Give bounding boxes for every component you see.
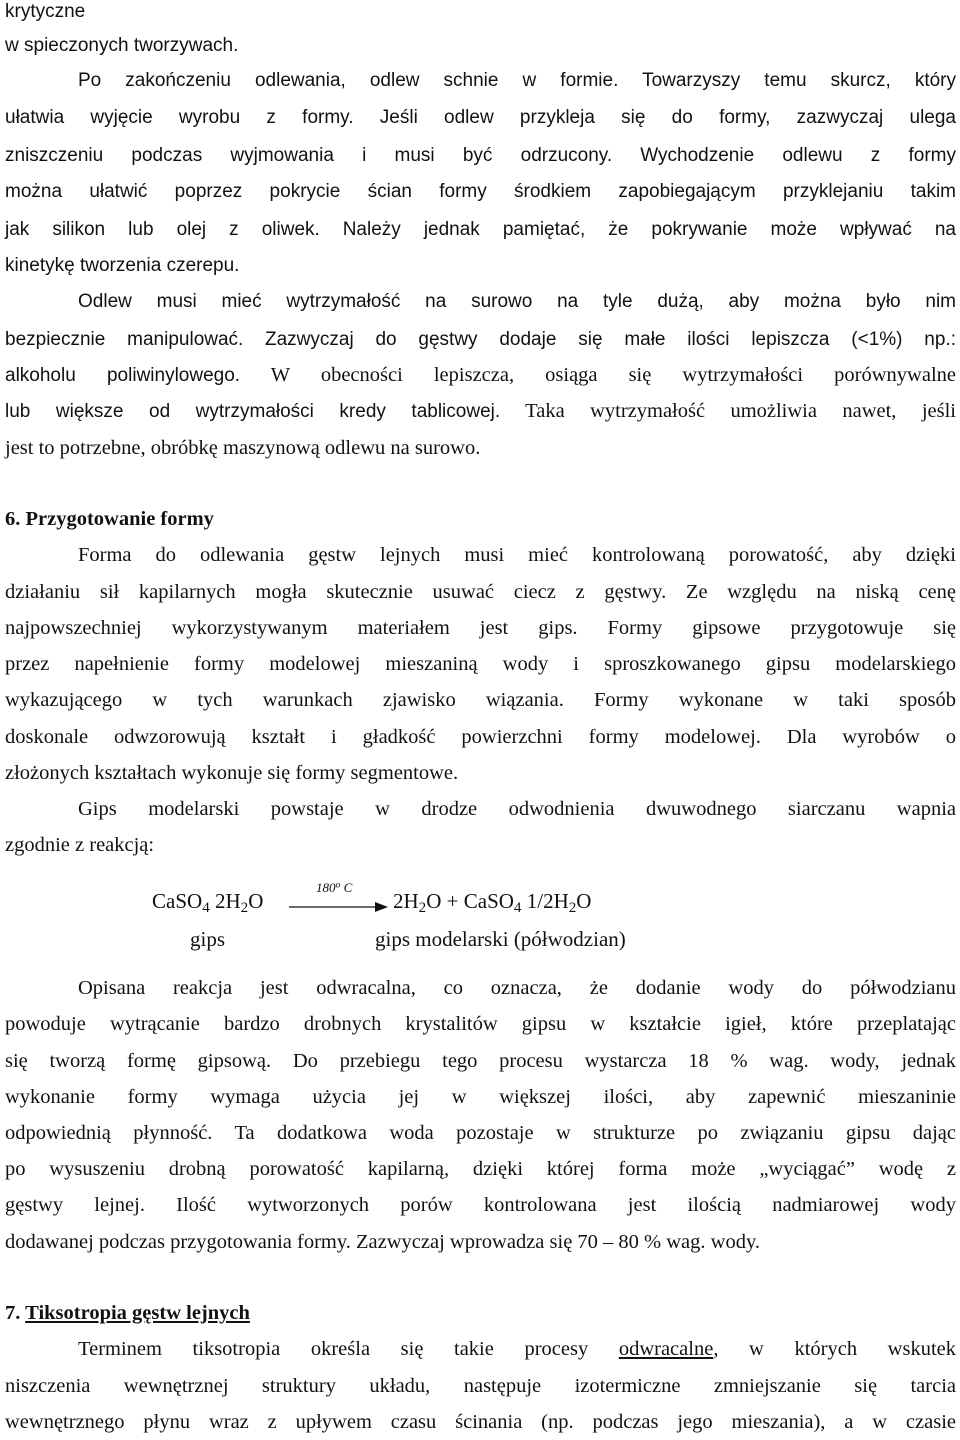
reaction-reactant: CaSO$_4$ $2H_2O$ [152,889,264,916]
text-line: gęstwy lejnej. Ilość wytworzonych porów kontrolowana jest ilością nadmiarowej wody [5,1194,956,1216]
text-line: się tworzą formę gipsową. Do przebiegu tego procesu wystarcza 18 % wag. wody, jednak [5,1050,956,1072]
text-line: dodawanej podczas przygotowania formy. Zazwyczaj wprowadza się 70 – 80 % wag. wody. [5,1231,761,1253]
text-line: kinetykę tworzenia czerepu. [5,255,240,276]
text-line: krytyczne [5,1,86,22]
text-line: zgodnie z reakcją: [5,834,155,856]
underlined-term: odwracalne [618,1338,714,1360]
text-line: ułatwia wyjęcie wyrobu z formy. Jeśli odlew przykleja się do formy, zazwyczaj ulega [5,107,956,128]
section-heading: 7. Tiksotropia gęstw lejnych [5,1302,250,1324]
text-line: po wysuszeniu drobną porowatość kapilarną, dzięki której forma może „wyciągać” wodę z [5,1158,956,1180]
text-line: wykazującego w tych warunkach zjawisko wiązania. Formy wykonane w taki sposób [5,689,956,711]
text-line: odpowiednią płynność. Ta dodatkowa woda pozostaje w strukturze po związaniu gipsu dając [5,1122,956,1144]
text-line: Gips modelarski powstaje w drodze odwodnienia dwuwodnego siarczanu wapnia [78,798,956,820]
reaction-product: $2H_2O$ + CaSO$_4$ $1/2H_2O$ [393,889,592,916]
text-line: zniszczeniu podczas wyjmowania i musi być odrzucony. Wychodzenie odlewu z formy [5,145,956,166]
text-line: wykonanie formy wymaga użycia jej w większej ilości, aby zapewnić mieszaninie [5,1086,956,1108]
reaction-condition: 180$^o$ C [316,879,353,895]
text-line: Forma do odlewania gęstw lejnych musi mieć kontrolowaną porowatość, aby dzięki [78,544,956,566]
text-line: działaniu sił kapilarnych mogła skutecznie usuwać ciecz z gęstwy. Ze względu na niską cenę [5,581,956,603]
text-line: doskonale odwzorowują kształt i gładkość powierzchni formy modelowej. Dla wyrobów o [5,726,956,748]
section-heading: 6. Przygotowanie formy [5,508,214,530]
text-line: bezpiecznie manipulować. Zazwyczaj do gęstwy dodaje się małe ilości lepiszcza (<1%) np.: [5,329,957,350]
text-line: w spieczonych tworzywach. [5,35,239,56]
text-line: powoduje wytrącanie bardzo drobnych krystalitów gipsu w kształcie igieł, które przeplatając [5,1013,956,1035]
reaction-arrow-icon [289,897,389,917]
text-line: jest to potrzebne, obróbkę maszynową odlewu na surowo. [5,437,481,459]
reaction-label-reactant: gips [190,927,226,951]
text-line: niszczenia wewnętrznej struktury układu, następuje izotermiczne zmniejszanie się tarcia [5,1375,956,1397]
reaction-label-product: gips modelarski (półwodzian) [375,927,626,951]
text-line: przez napełnienie formy modelowej mieszaniną wody i sproszkowanego gipsu modelarskiego [5,653,956,675]
text-line: złożonych kształtach wykonuje się formy segmentowe. [5,762,459,784]
text-line: lub większe od wytrzymałości kredy tablicowej. Taka wytrzymałość umożliwia nawet, jeśli [5,400,956,422]
text-line: Opisana reakcja jest odwracalna, co oznacza, że dodanie wody do półwodzianu [78,977,956,999]
text-line: Po zakończeniu odlewania, odlew schnie w formie. Towarzyszy temu skurcz, który [78,70,956,91]
text-line: alkoholu poliwinylowego. W obecności lepiszcza, osiąga się wytrzymałości porównywalne [5,364,956,386]
text-line: najpowszechniej wykorzystywanym materiałem jest gips. Formy gipsowe przygotowuje się [5,617,956,639]
text-line: wewnętrznego płynu wraz z upływem czasu ścinania (np. podczas jego mieszania), a w czasie [5,1411,956,1433]
text-line: jak silikon lub olej z oliwek. Należy jednak pamiętać, że pokrywanie może wpływać na [5,219,956,240]
text-line: można ułatwić poprzez pokrycie ścian formy środkiem zapobiegającym przyklejaniu takim [5,181,956,202]
text-line: Odlew musi mieć wytrzymałość na surowo na tyle dużą, aby można było nim [78,291,956,312]
text-line: Terminem tiksotropia określa się takie procesy odwracalne, w których wskutek [78,1338,956,1360]
